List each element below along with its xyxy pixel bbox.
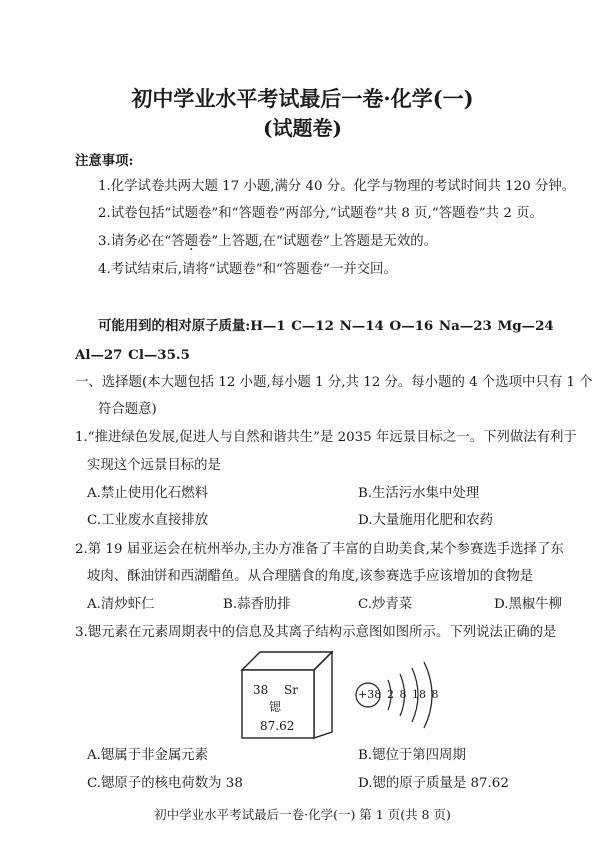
note-item-part: 3.请务必在“	[98, 234, 172, 249]
note-item: 4.考试结束后,请将“试题卷”和“答题卷”一并交回。	[98, 262, 397, 277]
q1-stem-cont: 实现这个远景目标的是	[87, 458, 221, 473]
q3-option-c: C.锶原子的核电荷数为 38	[87, 776, 243, 791]
q3-option-b: B.锶位于第四周期	[358, 748, 466, 763]
q1-option-b: B.生活污水集中处理	[358, 486, 480, 501]
q1-option-d: D.大量施用化肥和农药	[358, 513, 494, 528]
element-name: 锶	[269, 700, 282, 714]
q3-stem: 3.锶元素在元素周期表中的信息及其离子结构示意图如图所示。下列说法正确的是	[75, 625, 557, 640]
section-heading: 一、选择题(本大题包括 12 小题,每小题 1 分,共 12 分。每小题的 4 个选项中只有 1 个	[75, 375, 593, 390]
page-title: 初中学业水平考试最后一卷·化学(一)	[131, 86, 474, 111]
q3-option-a: A.锶属于非金属元素	[87, 748, 209, 763]
atomic-masses-line2: Al—27 Cl—35.5	[75, 347, 190, 363]
notes-heading: 注意事项:	[75, 153, 134, 169]
element-number: 38	[253, 683, 269, 697]
q1-option-c: C.工业废水直接排放	[87, 513, 209, 528]
q2-option-c: C.炒青菜	[358, 597, 413, 612]
periodic-table-cell	[238, 648, 334, 740]
page-footer: 初中学业水平考试最后一卷·化学(一) 第 1 页(共 8 页)	[154, 807, 451, 822]
electron-shells: 2 8 18 8	[387, 688, 439, 701]
ion-structure-diagram	[354, 658, 450, 732]
emphasized-text: 答题卷	[171, 234, 212, 249]
element-symbol: Sr	[284, 683, 298, 697]
nucleus-charge: +38	[358, 688, 382, 701]
page-subtitle: (试题卷)	[263, 116, 342, 140]
atomic-masses-line1: 可能用到的相对原子质量:H—1 C—12 N—14 O—16 Na—23 Mg—24	[98, 318, 554, 334]
q1-option-a: A.禁止使用化石燃料	[87, 486, 209, 501]
note-item-part: ”上答题,在“试题卷”上答题是无效的。	[211, 234, 438, 249]
q2-option-a: A.清炒虾仁	[87, 597, 155, 612]
section-heading-cont: 符合题意)	[98, 402, 157, 417]
note-item: 2.试卷包括“试题卷”和“答题卷”两部分,“试题卷”共 8 页,“答题卷”共 2 页。	[98, 206, 543, 221]
note-item: 1.化学试卷共两大题 17 小题,满分 40 分。化学与物理的考试时间共 120 分钟。	[98, 179, 576, 194]
q2-stem-cont: 坡肉、酥油饼和西湖醋鱼。从合理膳食的角度,该参赛选手应该增加的食物是	[87, 569, 534, 584]
q1-stem: 1.“推进绿色发展,促进人与自然和谐共生”是 2035 年远景目标之一。下列做法有利于	[75, 430, 577, 445]
note-item	[98, 233, 437, 251]
q2-stem: 2.第 19 届亚运会在杭州举办,主办方准备了丰富的自助美食,某个参赛选手选择了东	[75, 542, 564, 557]
q2-option-b: B.蒜香肋排	[223, 597, 291, 612]
element-mass: 87.62	[260, 719, 295, 733]
q2-option-d: D.黑椒牛柳	[494, 597, 563, 612]
q3-option-d: D.锶的原子质量是 87.62	[358, 776, 509, 791]
